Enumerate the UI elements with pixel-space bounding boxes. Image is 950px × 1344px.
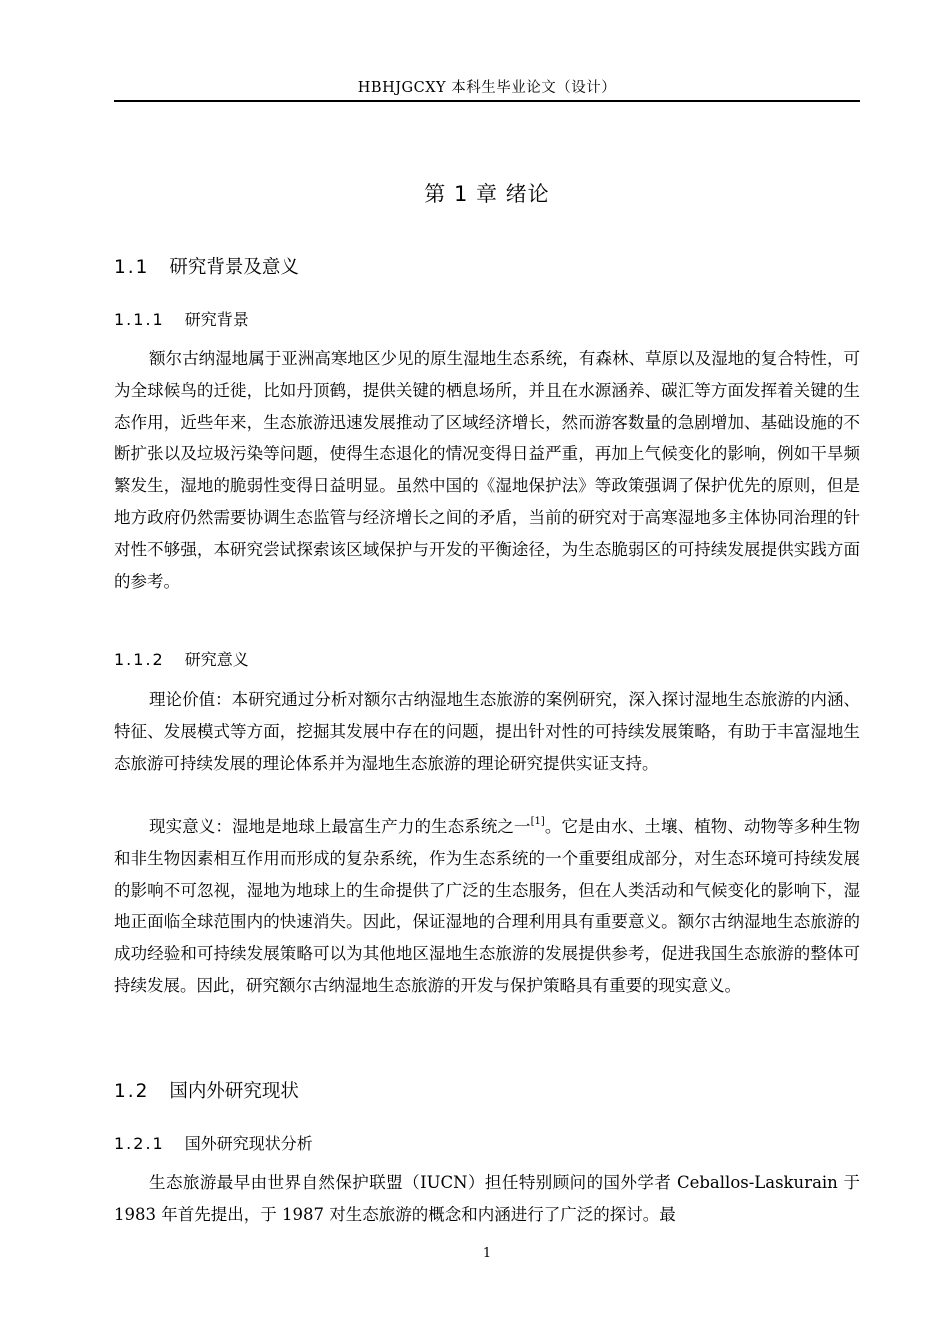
citation-marker: [1]: [530, 816, 545, 827]
section-heading-1-1-1: [114, 307, 249, 330]
chapter-title: 第 1 章 绪论: [424, 182, 550, 206]
section-title: 国内外研究现状: [169, 1081, 299, 1102]
section-number: 1.2: [114, 1081, 150, 1102]
paragraph-research-background: 额尔古纳湿地属于亚洲高寒地区少见的原生湿地生态系统，有森林、草原以及湿地的复合特性，可为全球候鸟的迁徙，比如丹顶鹤，提供关键的栖息场所，并且在水源涵养、碳汇等方面发挥着关键的生态作用，近些年来，生态旅游迅速发展推动了区域经济增长，然而游客数量的急剧增加、基础设施的不断扩张以及垃圾污染等问题，使得生态退化的情况变得日益严重，再加上气候变化的影响，例如干旱频繁发生，湿地的脆弱性变得日益明显。虽然中国的《湿地保护法》等政策强调了保护优先的原则，但是地方政府仍然需要协调生态监管与经济增长之间的矛盾，当前的研究对于高寒湿地多主体协同治理的针对性不够强，本研究尝试探索该区域保护与开发的平衡途径，为生态脆弱区的可持续发展提供实践方面的参考。: [114, 349, 860, 591]
section-heading-1-1-2: [114, 647, 249, 670]
section-title: 研究背景及意义: [169, 257, 299, 278]
header-rule: [114, 100, 860, 102]
section-heading-1-2: [114, 1077, 299, 1103]
section-title: 国外研究现状分析: [184, 1134, 313, 1153]
section-title: 研究意义: [184, 650, 249, 669]
section-heading-1-1: [114, 253, 299, 279]
paragraph-text: 现实意义：湿地是地球上最富生产力的生态系统之一: [149, 817, 531, 836]
page-number: 1: [482, 1246, 492, 1261]
paragraph-practical-significance: [114, 811, 860, 1002]
section-number: 1.1.2: [114, 650, 165, 669]
page-header: HBHJGCXY 本科生毕业论文（设计）: [357, 80, 617, 96]
section-number: 1.2.1: [114, 1134, 165, 1153]
section-heading-1-2-1: [114, 1131, 313, 1154]
section-title: 研究背景: [184, 310, 249, 329]
paragraph-theoretical-value: 理论价值：本研究通过分析对额尔古纳湿地生态旅游的案例研究，深入探讨湿地生态旅游的内涵、特征、发展模式等方面，挖掘其发展中存在的问题，提出针对性的可持续发展策略，有助于丰富湿地生态旅游可持续发展的理论体系并为湿地生态旅游的理论研究提供实证支持。: [114, 690, 860, 773]
paragraph-text: 。它是由水、土壤、植物、动物等多种生物和非生物因素相互作用而形成的复杂系统，作为生态系统的一个重要组成部分，对生态环境可持续发展的影响不可忽视，湿地为地球上的生命提供了广泛的生态服务，但在人类活动和气候变化的影响下，湿地正面临全球范围内的快速消失。因此，保证湿地的合理利用具有重要意义。额尔古纳湿地生态旅游的成功经验和可持续发展策略可以为其他地区湿地生态旅游的发展提供参考，促进我国生态旅游的整体可持续发展。因此，研究额尔古纳湿地生态旅游的开发与保护策略具有重要的现实意义。: [114, 817, 861, 995]
paragraph-foreign-research: 生态旅游最早由世界自然保护联盟（IUCN）担任特别顾问的国外学者 Ceballos-Laskurain 于 1983 年首先提出，于 1987 对生态旅游的概念和内涵进行了广泛的探讨。最: [114, 1173, 860, 1224]
section-number: 1.1.1: [114, 310, 165, 329]
section-number: 1.1: [114, 257, 150, 278]
